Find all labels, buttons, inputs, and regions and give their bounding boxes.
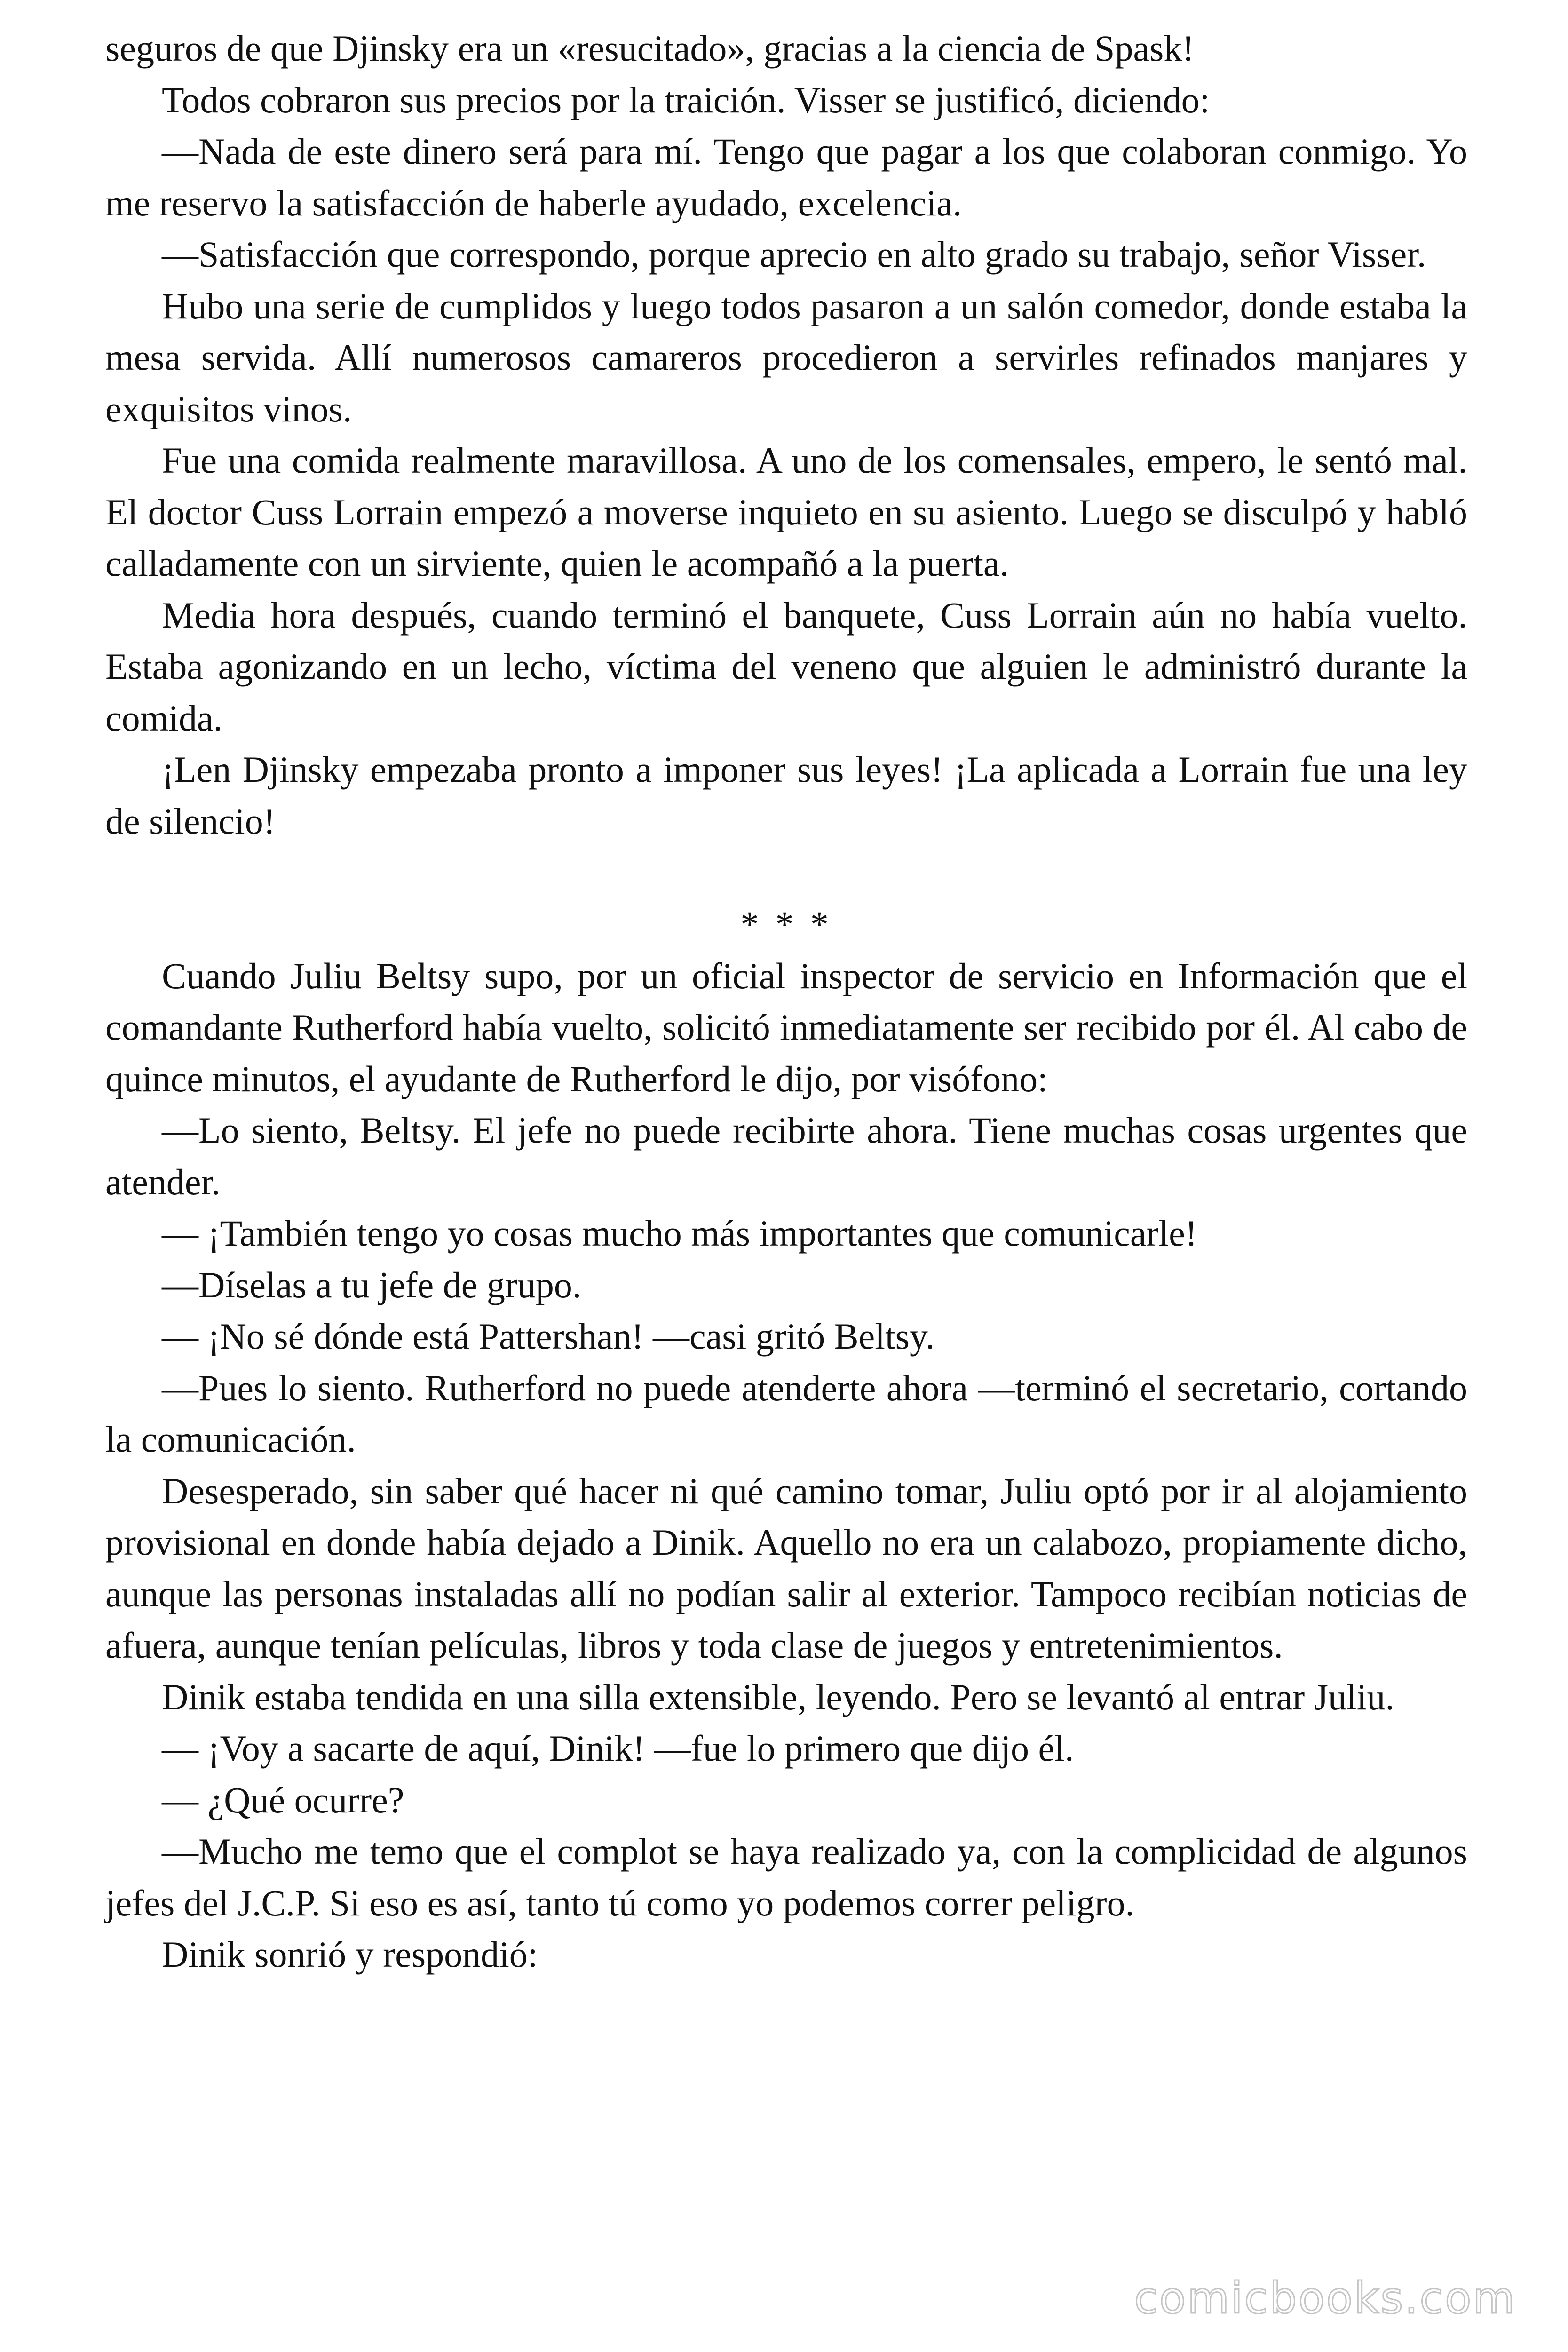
- paragraph: seguros de que Djinsky era un «resucitado», gracias a la ciencia de Spask!: [105, 28, 1195, 69]
- paragraph: Hubo una serie de cumplidos y luego todos pasaron a un salón comedor, donde estaba la mesa servida. Allí numerosos camareros procedieron a servirles refinados manjares y exquisitos vinos.: [105, 285, 1467, 429]
- paragraph: —Pues lo siento. Rutherford no puede atenderte ahora —terminó el secretario, cortando la comunicación.: [105, 1367, 1467, 1460]
- paragraph: Desesperado, sin saber qué hacer ni qué camino tomar, Juliu optó por ir al alojamiento provisional en donde había dejado a Dinik. Aquello no era un calabozo, propiamente dicho, aunque las personas instaladas allí no podían salir al exterior. Tampoco recibían noticias de afuera, aunque tenían películas, libros y toda clase de juegos y entretenimientos.: [105, 1470, 1467, 1666]
- section-gap: [105, 847, 1467, 898]
- paragraph: — ¡No sé dónde está Pattershan! —casi gritó Beltsy.: [162, 1316, 935, 1357]
- page-text: [105, 23, 1467, 1980]
- paragraph: — ¡Voy a sacarte de aquí, Dinik! —fue lo primero que dijo él.: [162, 1728, 1074, 1769]
- paragraph: —Satisfacción que correspondo, porque aprecio en alto grado su trabajo, señor Visser.: [162, 234, 1426, 275]
- paragraph: Todos cobraron sus precios por la traición. Visser se justificó, diciendo:: [162, 79, 1210, 120]
- paragraph: ¡Len Djinsky empezaba pronto a imponer sus leyes! ¡La aplicada a Lorrain fue una ley de silencio!: [105, 749, 1467, 842]
- paragraph: Cuando Juliu Beltsy supo, por un oficial inspector de servicio en Información que el comandante Rutherford había vuelto, solicitó inmediatamente ser recibido por él. Al cabo de quince minutos, el ayudante de Rutherford le dijo, por visófono:: [105, 955, 1467, 1099]
- paragraph: —Nada de este dinero será para mí. Tengo que pagar a los que colaboran conmigo. Yo me reservo la satisfacción de haberle ayudado, excelencia.: [105, 131, 1467, 223]
- watermark: comicbooks.com: [1134, 2273, 1516, 2323]
- paragraph: — ¡También tengo yo cosas mucho más importantes que comunicarle!: [162, 1213, 1197, 1254]
- paragraph: Fue una comida realmente maravillosa. A uno de los comensales, empero, le sentó mal. El doctor Cuss Lorrain empezó a moverse inquieto en su asiento. Luego se disculpó y habló calladamente con un sirviente, quien le acompañó a la puerta.: [105, 440, 1467, 584]
- paragraph: — ¿Qué ocurre?: [162, 1779, 404, 1820]
- paragraph: —Lo siento, Beltsy. El jefe no puede recibirte ahora. Tiene muchas cosas urgentes que atender.: [105, 1110, 1467, 1202]
- paragraph: Dinik estaba tendida en una silla extensible, leyendo. Pero se levantó al entrar Juliu.: [162, 1676, 1394, 1717]
- paragraph: Media hora después, cuando terminó el banquete, Cuss Lorrain aún no había vuelto. Estaba agonizando en un lecho, víctima del veneno que alguien le administró durante la comida.: [105, 594, 1467, 739]
- paragraph: Dinik sonrió y respondió:: [162, 1934, 538, 1975]
- paragraph: —Díselas a tu jefe de grupo.: [162, 1264, 582, 1305]
- section-separator: * * *: [740, 904, 832, 945]
- paragraph: —Mucho me temo que el complot se haya realizado ya, con la complicidad de algunos jefes del J.C.P. Si eso es así, tanto tú como yo podemos correr peligro.: [105, 1831, 1467, 1923]
